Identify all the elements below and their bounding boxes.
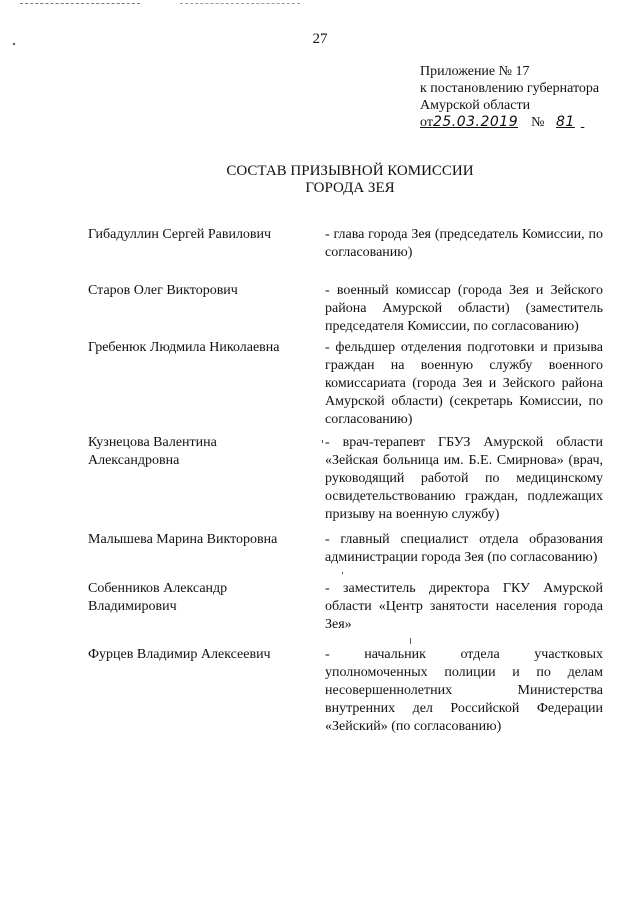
handwritten-date: 25.03.2019 xyxy=(432,114,519,130)
member-name: Гибадуллин Сергей Равилович xyxy=(88,227,272,242)
scan-speck xyxy=(322,440,323,443)
member-name: Собенников Александр Владимирович xyxy=(88,581,228,614)
annex-date-number-line xyxy=(420,114,620,131)
annex-region: Амурской области xyxy=(420,98,531,113)
scan-edge-mark xyxy=(180,3,300,4)
member-role: - военный комиссар (города Зея и Зейского района Амурской области) (заместитель председателя Комиссии, по согласованию) xyxy=(325,283,603,334)
scan-speck xyxy=(410,638,411,644)
member-role: - глава города Зея (председатель Комиссии, по согласованию) xyxy=(325,227,603,260)
date-prefix: от xyxy=(420,115,433,130)
member-name: Гребенюк Людмила Николаевна xyxy=(88,340,280,355)
member-name: Малышева Марина Викторовна xyxy=(88,532,278,547)
title-line-1: СОСТАВ ПРИЗЫВНОЙ КОМИССИИ xyxy=(226,163,474,179)
member-role: - главный специалист отдела образования администрации города Зея (по согласованию) xyxy=(325,532,603,565)
scan-speck xyxy=(342,572,343,574)
member-role: - врач-терапевт ГБУЗ Амурской области «Зейская больница им. Б.Е. Смирнова» (врач, руководящий работой по медицинскому освидетельствованию граждан, подлежащих призыву на военную службу) xyxy=(325,435,603,522)
page-number: 27 xyxy=(312,31,328,47)
scan-edge-mark xyxy=(20,3,140,4)
number-prefix: № xyxy=(531,115,545,130)
member-role: - начальник отдела участковых уполномоченных полиции и по делам несовершеннолетних Министерства внутренних дел Российской Федерации «Зейский» (по согласованию) xyxy=(325,647,603,734)
member-role: - фельдшер отделения подготовки и призыва граждан на военную службу военного комиссариата (города Зея и Зейского района Амурской области) (секретарь Комиссии, по согласованию) xyxy=(325,340,603,427)
member-name: Старов Олег Викторович xyxy=(88,283,238,298)
member-name: Кузнецова Валентина Александровна xyxy=(88,435,217,468)
annex-title: Приложение № 17 xyxy=(420,64,530,79)
document-title xyxy=(0,163,640,197)
member-name: Фурцев Владимир Алексеевич xyxy=(88,647,271,662)
annex-reference: к постановлению губернатора xyxy=(420,81,600,96)
handwritten-number: 81 xyxy=(555,114,575,130)
member-role: - заместитель директора ГКУ Амурской области «Центр занятости населения города Зея» xyxy=(325,581,603,632)
annex-block xyxy=(420,63,620,131)
title-line-2: ГОРОДА ЗЕЯ xyxy=(305,180,395,196)
